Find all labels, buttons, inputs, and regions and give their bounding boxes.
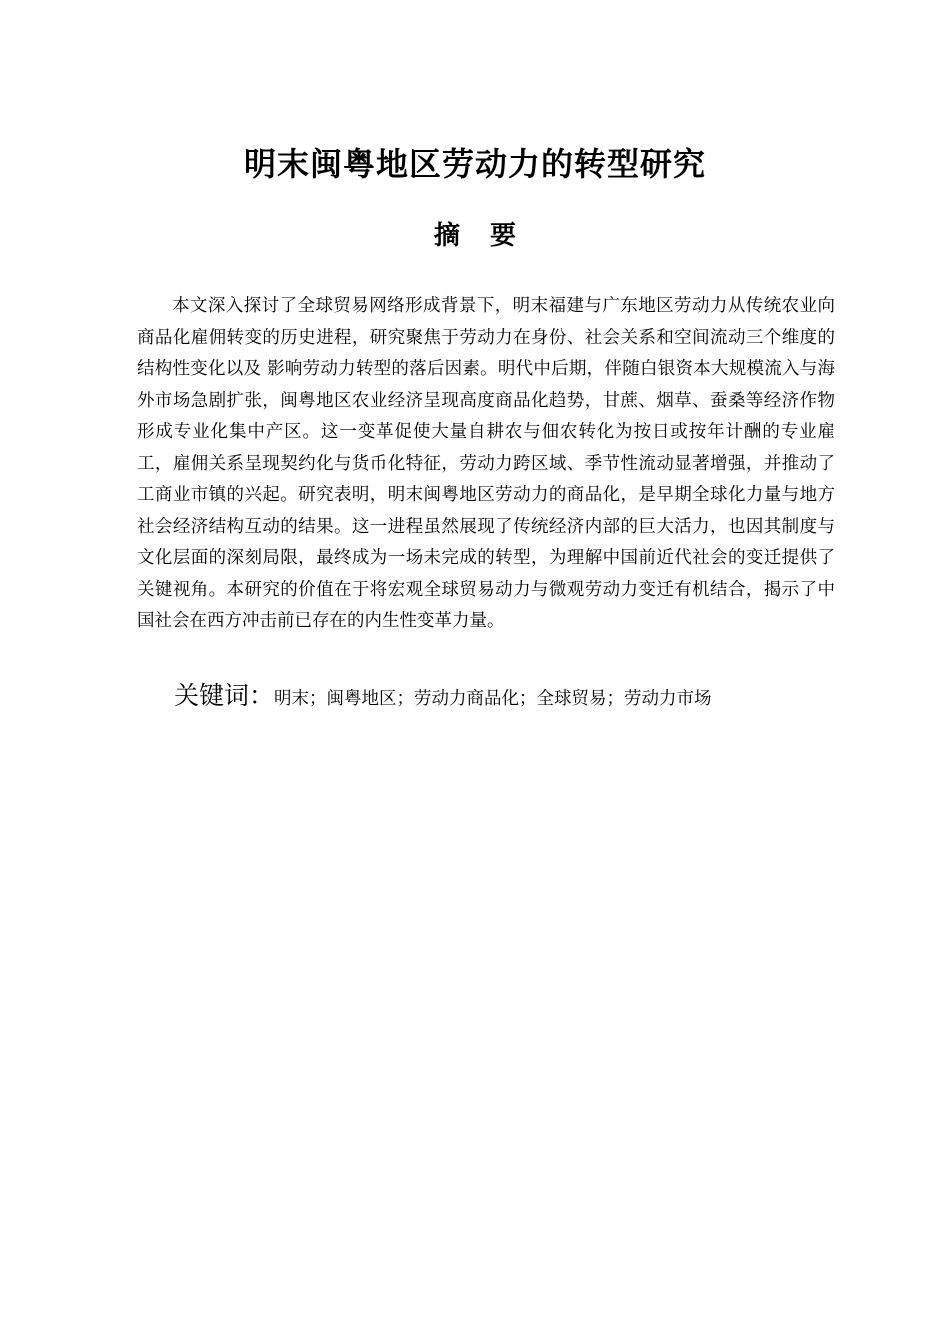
abstract-heading: 摘要 [433,221,546,251]
keywords-value: 明末；闽粤地区；劳动力商品化；全球贸易；劳动力市场 [274,689,712,709]
keywords-line [174,676,854,719]
document-title: 明末闽粤地区劳动力的转型研究 [243,145,706,183]
abstract-body: 本文深入探讨了全球贸易网络形成背景下，明末福建与广东地区劳动力从传统农业向商品化雇佣转变的历史进程，研究聚焦于劳动力在身份、社会关系和空间流动三个维度的结构性变化以及 影响劳动力转型的落后因素。明代中后期，伴随白银资本大规模流入与海外市场急剧扩张，闽粤地区农业经济呈现高度商品化趋势，甘蔗、烟草、蚕桑等经济作物形成专业化集中产区。这一变革促使大量自耕农与佃农转化为按日或按年计酬的专业雇工，雇佣关系呈现契约化与货币化特征，劳动力跨区域、季节性流动显著增强，并推动了工商业市镇的兴起。研究表明，明末闽粤地区劳动力的商品化，是早期全球化力量与地方社会经济结构互动的结果。这一进程虽然展现了传统经济内部的巨大活力，也因其制度与文化层面的深刻局限，最终成为一场未完成的转型，为理解中国前近代社会的变迁提供了关键视角。本研究的价值在于将宏观全球贸易动力与微观劳动力变迁有机结合，揭示了中国社会在西方冲击前已存在的内生性变革力量。 [137,296,835,631]
keywords-label: 关键词： [174,681,275,710]
